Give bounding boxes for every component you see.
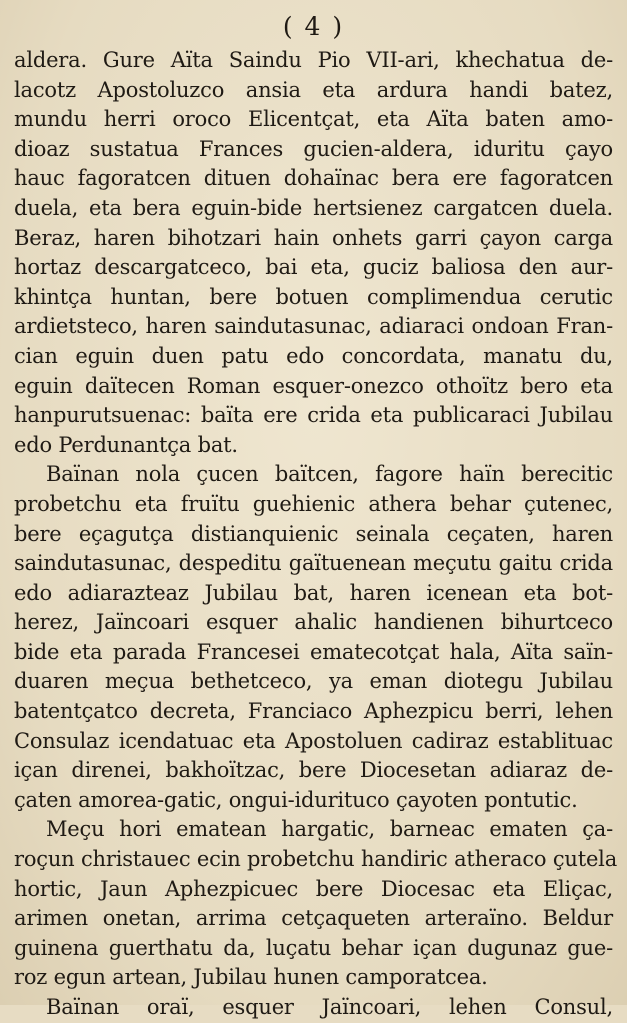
text-line: hortaz descargatceco, bai eta, guciz baliosa den aur-: [14, 255, 613, 280]
text-line: eguin daïtecen Roman esquer-onezco othoïtz bero eta: [14, 373, 613, 398]
text-line: edo adiarazteaz Jubilau bat, haren icenean eta bot-: [14, 580, 613, 605]
text-line: probetchu eta fruïtu guehienic athera behar çutenec,: [14, 491, 613, 516]
text-line: Beraz, haren bihotzari hain onhets garri çayon carga: [14, 225, 613, 250]
text-line: herez, Jaïncoari esquer ahalic handienen bihurtceco: [14, 610, 613, 635]
text-line: saindutasunac, despeditu gaïtuenean meçutu gaitu crida: [14, 551, 613, 576]
text-line: duaren meçua bethetceco, ya eman diotegu Jubilau: [14, 669, 613, 694]
text-line: batentçatco decreta, Franciaco Aphezpicu berri, lehen: [14, 699, 613, 724]
text-line: bide eta parada Francesei ematecotçat hala, Aïta saïn-: [14, 639, 613, 664]
text-line: çaten amorea-gatic, ongui-idurituco çayoten pontutic.: [14, 787, 578, 812]
text-line: arimen onetan, arrima cetçaqueten arteraïno. Beldur: [14, 906, 613, 931]
text-line: içan direnei, bakhoïtzac, bere Diocesetan adiaraz de-: [14, 758, 613, 783]
text-line: ardietsteco, haren saindutasunac, adiaraci ondoan Fran-: [14, 314, 613, 339]
text-line: edo Perdunantça bat.: [14, 432, 238, 457]
text-line: Baïnan oraï, esquer Jaïncoari, lehen Consul,: [46, 995, 613, 1019]
text-line: duela, eta bera eguin-bide hertsienez cargatcen duela.: [14, 195, 613, 220]
text-line: lacotz Apostoluzco ansia eta ardura handi batez,: [14, 77, 613, 102]
text-line: roz egun artean, Jubilau hunen camporatcea.: [14, 965, 488, 990]
text-line: roçun christauec ecin probetchu handiric atheraco çutela: [14, 847, 618, 872]
text-line: Consulaz icendatuac eta Apostoluen cadiraz establituac: [14, 728, 613, 753]
text-line: aldera. Gure Aïta Saindu Pio VII-ari, khechatua de-: [14, 48, 613, 72]
body-text: [14, 46, 618, 1023]
text-line: Meçu hori ematean hargatic, barneac ematen ça-: [46, 817, 613, 842]
text-line: khintça huntan, bere botuen complimendua cerutic: [14, 284, 613, 309]
text-line: guinena guerthatu da, luçatu behar içan dugunaz gue-: [14, 935, 613, 960]
page-number: ( 4 ): [282, 12, 345, 41]
text-line: hauc fagoratcen dituen dohaïnac bera ere fagoratcen: [14, 166, 613, 191]
text-line: cian eguin duen patu edo concordata, manatu du,: [14, 343, 613, 368]
text-line: Baïnan nola çucen baïtcen, fagore haïn berecitic: [46, 462, 613, 487]
text-line: hortic, Jaun Aphezpicuec bere Diocesac eta Eliçac,: [14, 876, 613, 901]
text-line: mundu herri oroco Elicentçat, eta Aïta baten amo-: [14, 107, 613, 132]
text-line: hanpurutsuenac: baïta ere crida eta publicaraci Jubilau: [14, 403, 613, 428]
text-line: dioaz sustatua Frances gucien-aldera, iduritu çayo: [14, 136, 613, 161]
text-line: bere eçagutça distianquienic seinala ceçaten, haren: [14, 521, 613, 546]
